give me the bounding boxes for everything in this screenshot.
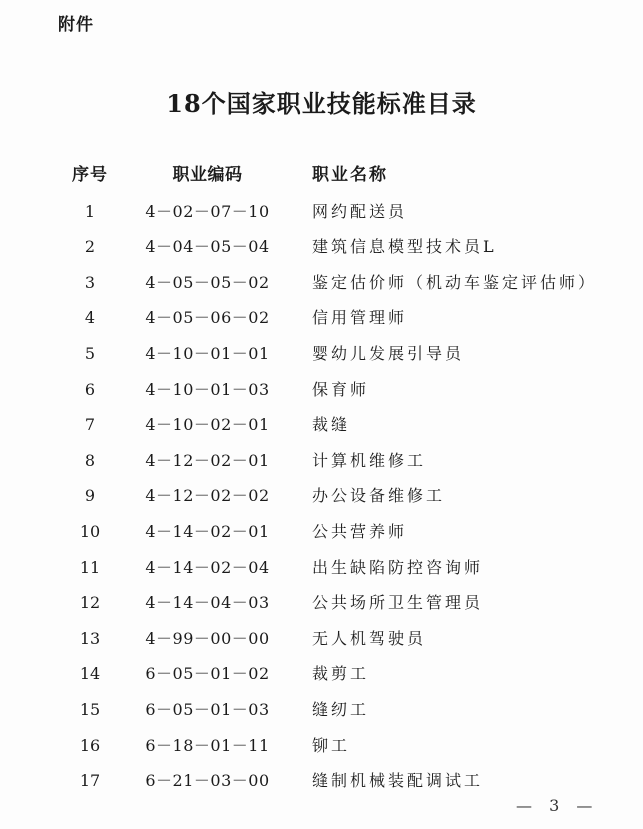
occupation-code-cell: 6－18－01－11 xyxy=(145,735,270,755)
occupation-code-cell: 4－12－02－01 xyxy=(145,450,270,470)
header-serial-number: 序号 xyxy=(72,165,108,185)
serial-number-cell: 17 xyxy=(79,771,101,791)
table-row xyxy=(0,407,643,443)
table-row xyxy=(0,372,643,408)
occupation-code-cell: 4－05－05－02 xyxy=(145,272,270,292)
serial-number-cell: 15 xyxy=(79,699,101,719)
serial-number-cell: 12 xyxy=(79,593,101,613)
serial-number-cell: 14 xyxy=(79,664,101,684)
table-body xyxy=(0,194,643,799)
occupation-code-cell: 4－10－02－01 xyxy=(145,415,270,435)
occupation-code-cell: 4－05－06－02 xyxy=(145,308,270,328)
serial-number-cell: 10 xyxy=(79,521,101,541)
table-row xyxy=(0,621,643,657)
serial-number-cell: 1 xyxy=(84,201,96,221)
serial-number-cell: 8 xyxy=(84,450,96,470)
table-header-row xyxy=(0,158,643,194)
table-row xyxy=(0,585,643,621)
table-row xyxy=(0,336,643,372)
occupation-name-cell: 婴幼儿发展引导员 xyxy=(312,343,465,363)
table-row xyxy=(0,550,643,586)
table-row xyxy=(0,763,643,799)
serial-number-cell: 3 xyxy=(84,272,96,292)
occupation-name-cell: 建筑信息模型技术员L xyxy=(312,237,497,257)
table-row xyxy=(0,692,643,728)
occupation-name-cell: 出生缺陷防控咨询师 xyxy=(312,557,484,577)
occupation-name-cell: 办公设备维修工 xyxy=(312,486,446,506)
table-row xyxy=(0,728,643,764)
occupation-name-cell: 鉴定估价师（机动车鉴定评估师） xyxy=(312,272,598,292)
occupation-name-cell: 保育师 xyxy=(312,379,370,399)
table-row xyxy=(0,478,643,514)
occupation-code-cell: 4－99－00－00 xyxy=(145,628,270,648)
occupation-name-cell: 公共营养师 xyxy=(312,521,408,541)
occupation-name-cell: 裁剪工 xyxy=(312,664,370,684)
occupation-code-cell: 4－10－01－03 xyxy=(145,379,270,399)
occupation-code-cell: 4－10－01－01 xyxy=(145,343,270,363)
attachment-label: 附件 xyxy=(58,15,94,35)
table-row xyxy=(0,194,643,230)
occupation-name-cell: 缝制机械装配调试工 xyxy=(312,771,484,791)
serial-number-cell: 11 xyxy=(79,557,101,577)
page-number: — 3 — xyxy=(516,796,599,815)
serial-number-cell: 16 xyxy=(79,735,101,755)
occupation-table xyxy=(0,158,643,799)
serial-number-cell: 13 xyxy=(79,628,101,648)
occupation-code-cell: 6－21－03－00 xyxy=(145,771,270,791)
occupation-code-cell: 4－14－04－03 xyxy=(145,593,270,613)
table-row xyxy=(0,514,643,550)
serial-number-cell: 9 xyxy=(84,486,96,506)
serial-number-cell: 7 xyxy=(84,415,96,435)
occupation-code-cell: 4－14－02－01 xyxy=(145,521,270,541)
header-occupation-name: 职业名称 xyxy=(312,165,388,185)
serial-number-cell: 5 xyxy=(84,343,96,363)
serial-number-cell: 4 xyxy=(84,308,96,328)
occupation-code-cell: 4－14－02－04 xyxy=(145,557,270,577)
table-row xyxy=(0,265,643,301)
occupation-name-cell: 计算机维修工 xyxy=(312,450,427,470)
table-row xyxy=(0,300,643,336)
header-occupation-code: 职业编码 xyxy=(172,165,243,185)
occupation-code-cell: 6－05－01－02 xyxy=(145,664,270,684)
document-title: 18个国家职业技能标准目录 xyxy=(166,89,477,118)
occupation-name-cell: 网约配送员 xyxy=(312,201,408,221)
table-row xyxy=(0,443,643,479)
serial-number-cell: 6 xyxy=(84,379,96,399)
occupation-name-cell: 缝纫工 xyxy=(312,699,370,719)
table-row xyxy=(0,229,643,265)
occupation-code-cell: 4－04－05－04 xyxy=(145,237,270,257)
occupation-name-cell: 裁缝 xyxy=(312,415,351,435)
occupation-code-cell: 6－05－01－03 xyxy=(145,699,270,719)
occupation-name-cell: 信用管理师 xyxy=(312,308,408,328)
occupation-name-cell: 无人机驾驶员 xyxy=(312,628,427,648)
serial-number-cell: 2 xyxy=(84,237,96,257)
table-row xyxy=(0,656,643,692)
occupation-code-cell: 4－02－07－10 xyxy=(145,201,270,221)
occupation-code-cell: 4－12－02－02 xyxy=(145,486,270,506)
occupation-name-cell: 公共场所卫生管理员 xyxy=(312,593,484,613)
occupation-name-cell: 铆工 xyxy=(312,735,351,755)
